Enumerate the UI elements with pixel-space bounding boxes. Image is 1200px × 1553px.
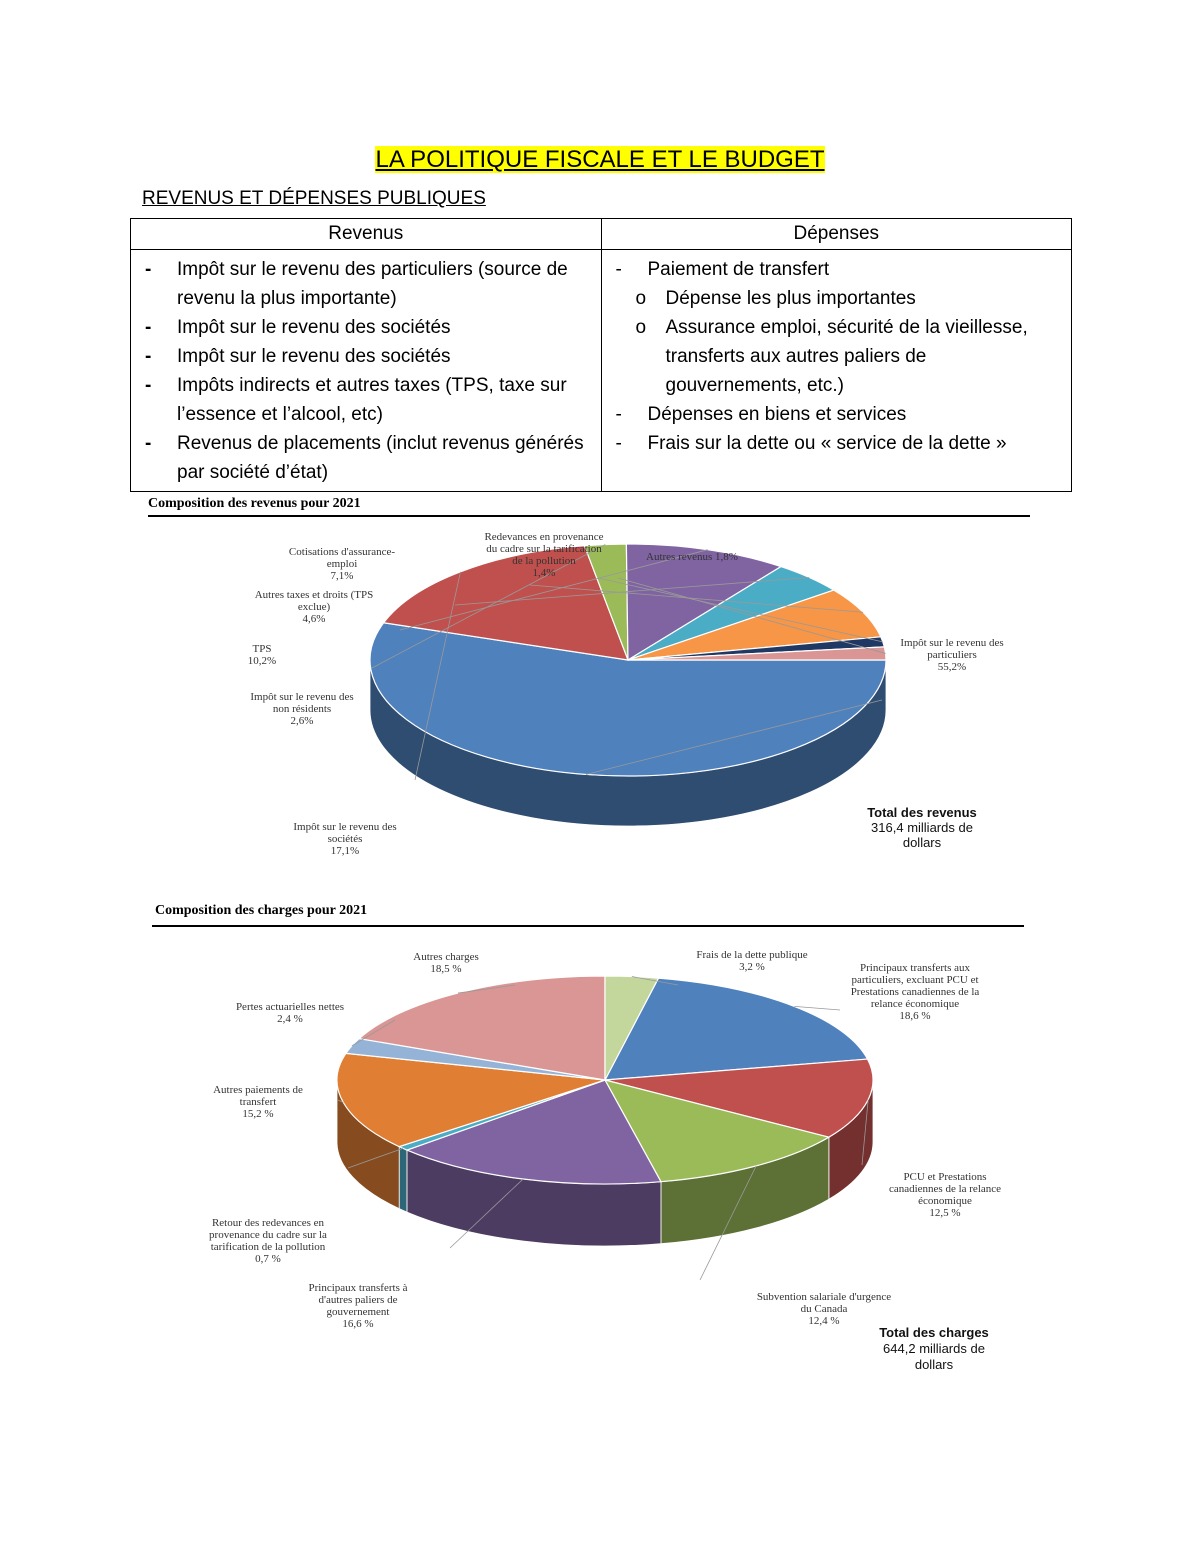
slice-label-line: transfert: [239, 1096, 277, 1108]
revenus-item: - Revenus de placements (inclut revenus générés par société d’état): [139, 429, 593, 487]
slice-label-line: 2,4 %: [277, 1013, 303, 1025]
slice-label-line: Principaux transferts à: [308, 1282, 408, 1294]
slice-label-line: exclue): [297, 601, 331, 613]
slice-label: [236, 1001, 344, 1025]
slice-label: [248, 643, 276, 667]
total-label: Total des revenus: [867, 805, 977, 820]
total-label: Total des charges: [879, 1325, 989, 1340]
depenses-item: - Dépenses en biens et services: [610, 400, 1064, 429]
page-title: LA POLITIQUE FISCALE ET LE BUDGET: [375, 146, 825, 173]
slice-label-line: sociétés: [327, 833, 363, 845]
slice-label-line: Principaux transferts aux: [860, 962, 970, 974]
total-unit: dollars: [902, 835, 942, 850]
slice-label-line: 3,2 %: [739, 961, 765, 973]
pie-chart-charges: [209, 949, 1001, 1330]
slice-label: [209, 1217, 327, 1265]
slice-label-line: Subvention salariale d'urgence: [756, 1291, 892, 1303]
slice-label-line: Cotisations d'assurance-: [288, 546, 396, 558]
slice-label-line: Pertes actuarielles nettes: [235, 1001, 345, 1013]
header-depenses: Dépenses: [601, 219, 1072, 250]
slice-label-line: relance économique: [870, 998, 960, 1010]
revenus-item: - Impôt sur le revenu des sociétés: [139, 342, 593, 371]
slice-label-line: du cadre sur la tarification: [486, 543, 602, 555]
slice-label-line: 10,2%: [247, 655, 277, 667]
slice-label: [213, 1084, 303, 1120]
slice-label-line: Prestations canadiennes de la: [850, 986, 980, 998]
slice-label-line: PCU et Prestations: [903, 1171, 987, 1183]
depenses-item: - Frais sur la dette ou « service de la dette »: [610, 429, 1064, 458]
slice-label-line: du Canada: [800, 1303, 848, 1315]
slice-label-line: de la pollution: [512, 555, 576, 567]
slice-label: [413, 951, 478, 975]
slice-label-line: 2,6%: [290, 715, 314, 727]
slice-label-line: 4,6%: [302, 613, 326, 625]
slice-label-line: 7,1%: [330, 570, 354, 582]
slice-label-line: 17,1%: [330, 845, 360, 857]
slice-label: [293, 821, 396, 857]
depenses-subitem: o Assurance emploi, sécurité de la vieillesse, transferts aux autres paliers de gouvernements, etc.): [628, 313, 1064, 400]
slice-label-line: provenance du cadre sur la: [209, 1229, 327, 1241]
slice-label-line: 12,4 %: [808, 1315, 840, 1327]
slice-label: [757, 1291, 891, 1327]
slice-label-line: Frais de la dette publique: [696, 949, 808, 961]
slice-label-line: TPS: [252, 643, 272, 655]
slice-label-line: 55,2%: [937, 661, 967, 673]
slice-label-line: 12,5 %: [929, 1207, 961, 1219]
section-subtitle: REVENUS ET DÉPENSES PUBLIQUES: [142, 188, 486, 209]
slice-label-line: Redevances en provenance: [484, 531, 604, 543]
slice-label: [889, 1171, 1001, 1219]
header-revenus: Revenus: [131, 219, 602, 250]
slice-label-line: 15,2 %: [242, 1108, 274, 1120]
depenses-item-label: Paiement de transfert: [647, 259, 830, 280]
slice-label: [250, 691, 353, 727]
slice-label: [289, 546, 395, 582]
slice-label-line: tarification de la pollution: [210, 1241, 326, 1253]
slice-label-line: Autres revenus 1,8%: [646, 551, 738, 563]
chart-title-revenus: Composition des revenus pour 2021: [148, 496, 361, 511]
total-value: 644,2 milliards de: [883, 1341, 985, 1356]
revenus-item: - Impôt sur le revenu des particuliers (source de revenu la plus importante): [139, 255, 593, 313]
slice-label-line: Autres paiements de: [213, 1084, 303, 1096]
revenus-item: - Impôt sur le revenu des sociétés: [139, 313, 593, 342]
slice-label-line: Impôt sur le revenu des: [900, 637, 1004, 649]
slice-label-line: économique: [918, 1195, 972, 1207]
slice-label-line: d'autres paliers de: [318, 1294, 398, 1306]
pie-slice-side: [399, 1147, 407, 1212]
slice-label-line: emploi: [326, 558, 358, 570]
slice-label-line: Autres taxes et droits (TPS: [254, 589, 374, 601]
slice-label: [696, 949, 807, 973]
slice-label: [900, 637, 1003, 673]
slice-label-line: Impôt sur le revenu des: [250, 691, 354, 703]
slice-label-line: particuliers, excluant PCU et: [851, 974, 979, 986]
chart-title-charges: Composition des charges pour 2021: [155, 903, 368, 918]
slice-label-line: gouvernement: [326, 1306, 390, 1318]
slice-label-line: 18,6 %: [899, 1010, 931, 1022]
revenus-item: - Impôts indirects et autres taxes (TPS, taxe sur l’essence et l’alcool, etc): [139, 371, 593, 429]
slice-label-line: Retour des redevances en: [211, 1217, 325, 1229]
slice-label-line: 18,5 %: [430, 963, 462, 975]
slice-label-line: 16,6 %: [342, 1318, 374, 1330]
slice-label: [309, 1282, 408, 1330]
depenses-subitem: o Dépense les plus importantes: [628, 284, 1064, 313]
slice-label-line: canadiennes de la relance: [888, 1183, 1002, 1195]
slice-label: [851, 962, 980, 1022]
slice-label-line: Autres charges: [413, 951, 479, 963]
slice-label-line: Impôt sur le revenu des: [293, 821, 397, 833]
total-value: 316,4 milliards de: [871, 820, 973, 835]
slice-label-line: particuliers: [927, 649, 977, 661]
slice-label-line: 0,7 %: [255, 1253, 281, 1265]
slice-label-line: non résidents: [272, 703, 332, 715]
slice-label-line: 1,4%: [532, 567, 556, 579]
slice-label: [646, 551, 738, 563]
total-unit: dollars: [914, 1357, 954, 1372]
slice-label: [255, 589, 374, 625]
